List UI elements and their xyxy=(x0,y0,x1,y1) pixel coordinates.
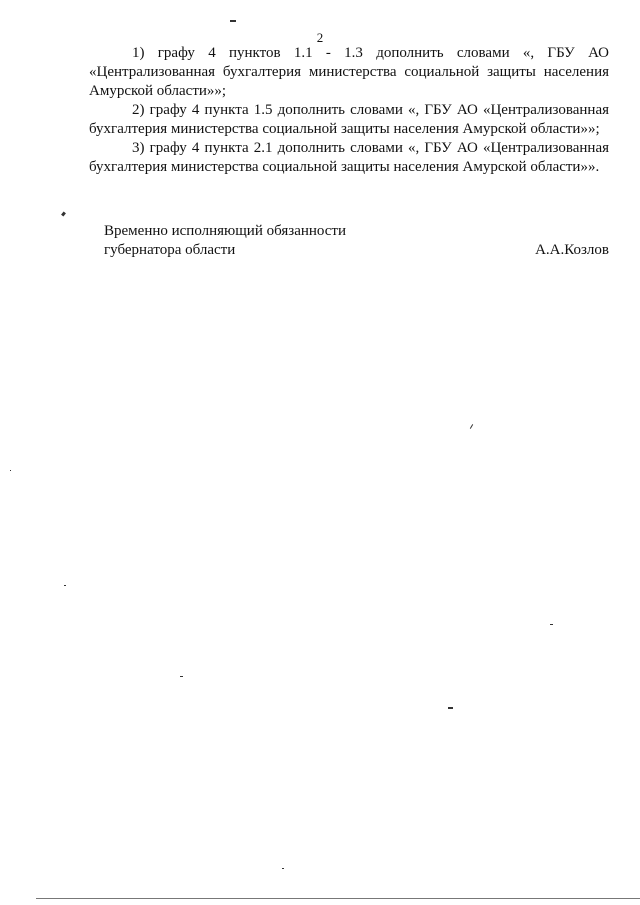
amendment-item-3: 3) графу 4 пункта 2.1 дополнить словами «, ГБУ АО «Централизованная бухгалтерия министерства социальной защиты населения Амурской области»». xyxy=(89,140,609,175)
scan-speck xyxy=(470,424,473,429)
scan-speck xyxy=(230,20,236,22)
signatory-title-line1: Временно исполняющий обязанности xyxy=(104,223,347,239)
scan-speck xyxy=(64,585,66,586)
scan-speck xyxy=(550,624,553,625)
scan-speck xyxy=(61,212,66,217)
scan-speck xyxy=(448,707,453,709)
scan-bottom-edge xyxy=(36,898,640,899)
page-number: 2 xyxy=(316,30,324,45)
scan-speck xyxy=(282,868,284,869)
signature-block xyxy=(104,222,609,260)
scan-speck xyxy=(10,470,11,471)
amendment-item-2: 2) графу 4 пункта 1.5 дополнить словами «, ГБУ АО «Централизованная бухгалтерия министерства социальной защиты населения Амурской области»»; xyxy=(89,102,609,137)
signatory-name: А.А.Козлов xyxy=(535,242,609,258)
signatory-row xyxy=(104,241,609,260)
scan-speck xyxy=(180,676,183,677)
amendments-list xyxy=(89,44,609,177)
signatory-title-line2: губернатора области xyxy=(104,242,236,258)
amendment-item-1: 1) графу 4 пунктов 1.1 - 1.3 дополнить словами «, ГБУ АО «Централизованная бухгалтерия министерства социальной защиты населения Амурской области»»; xyxy=(89,45,609,99)
